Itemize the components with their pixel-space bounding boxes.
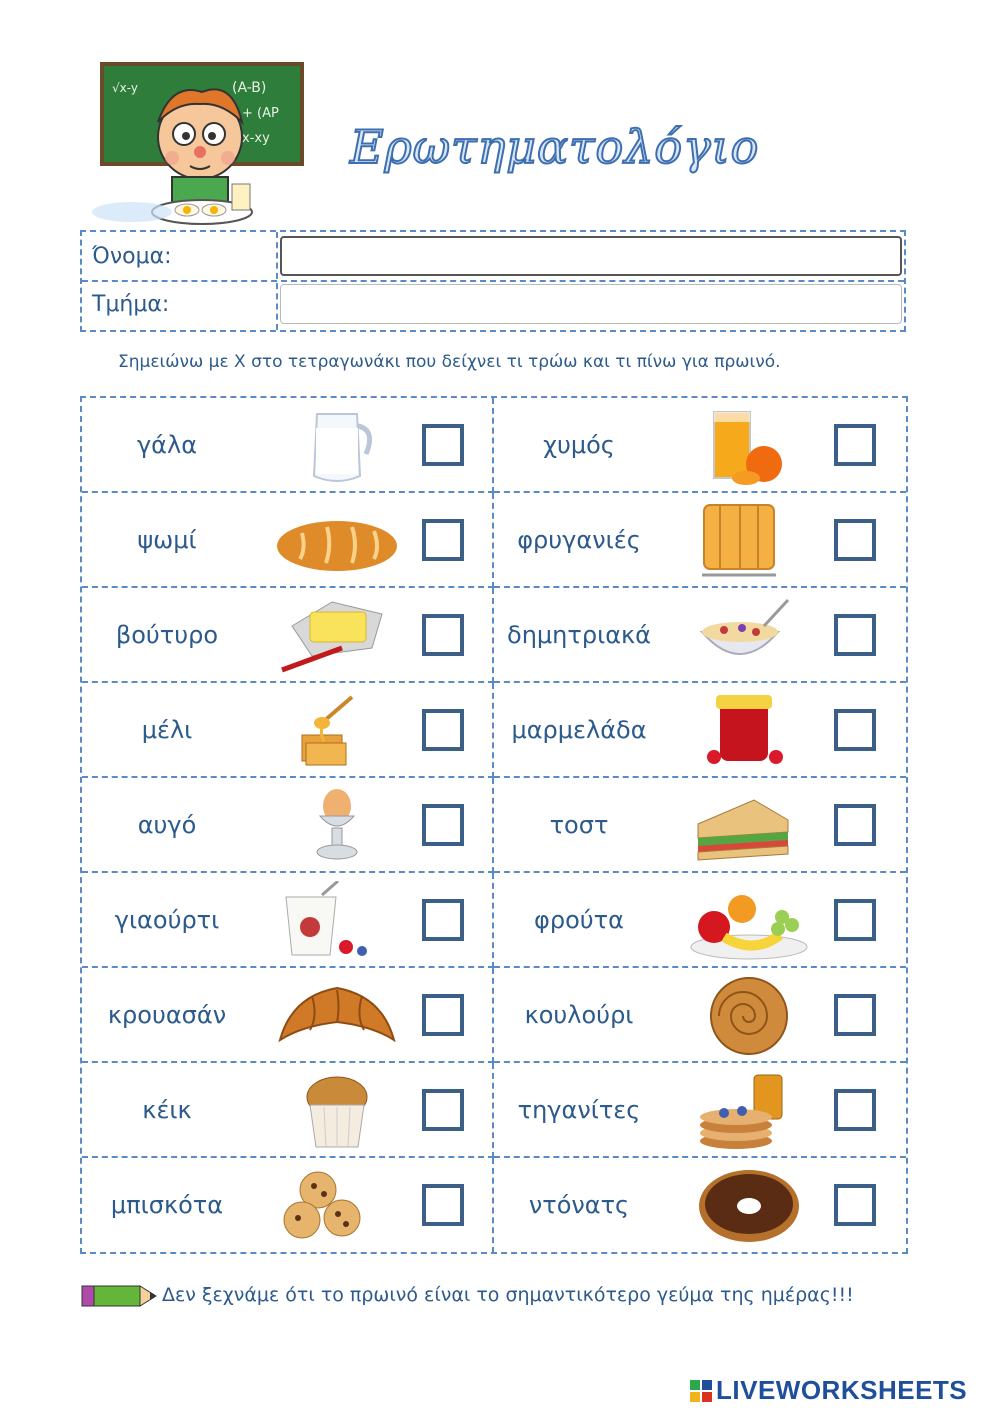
checkbox-milk[interactable] bbox=[422, 424, 464, 466]
svg-text:√x-y: √x-y bbox=[112, 81, 138, 95]
item-label: βούτυρο bbox=[115, 621, 219, 649]
checkbox-toast[interactable] bbox=[834, 804, 876, 846]
instruction-text: Σημειώνω με Χ στο τετραγωνάκι που δείχνει τι τρώω και τι πίνω για πρωινό. bbox=[118, 352, 781, 372]
list-item bbox=[494, 778, 906, 873]
checkbox-cereal[interactable] bbox=[834, 614, 876, 656]
croissant-icon bbox=[272, 976, 402, 1056]
brand-name: LIVEWORKSHEETS bbox=[716, 1375, 968, 1405]
muffin-icon bbox=[272, 1071, 402, 1151]
honey-dipper-icon bbox=[272, 691, 402, 771]
item-label: ψωμί bbox=[137, 526, 197, 554]
svg-text:x-xy: x-xy bbox=[242, 131, 270, 146]
footer-note: Δεν ξεχνάμε ότι το πρωινό είναι το σημαντικότερο γεύμα της ημέρας!!! bbox=[162, 1284, 854, 1306]
checkbox-biscuits[interactable] bbox=[422, 1184, 464, 1226]
item-label: μπισκότα bbox=[110, 1191, 224, 1219]
cereal-bowl-icon bbox=[684, 596, 814, 676]
checkbox-honey[interactable] bbox=[422, 709, 464, 751]
item-label: φρούτα bbox=[534, 906, 624, 934]
list-item bbox=[82, 1063, 494, 1158]
name-label: Όνομα: bbox=[92, 244, 172, 269]
item-label: κουλούρι bbox=[524, 1001, 634, 1029]
checkbox-pancakes[interactable] bbox=[834, 1089, 876, 1131]
checkbox-rusks[interactable] bbox=[834, 519, 876, 561]
milk-jug-icon bbox=[272, 406, 402, 486]
checkbox-croissant[interactable] bbox=[422, 994, 464, 1036]
list-item bbox=[494, 493, 906, 588]
list-item bbox=[82, 778, 494, 873]
list-item bbox=[494, 1158, 906, 1253]
boiled-egg-icon bbox=[272, 786, 402, 866]
list-item bbox=[494, 968, 906, 1063]
jam-jar-icon bbox=[684, 691, 814, 771]
item-label: κέικ bbox=[142, 1096, 192, 1124]
item-label: φρυγανιές bbox=[517, 526, 641, 554]
item-label: κρουασάν bbox=[107, 1001, 227, 1029]
pancakes-icon bbox=[684, 1071, 814, 1151]
list-item bbox=[494, 588, 906, 683]
item-label: δημητριακά bbox=[507, 621, 651, 649]
list-item bbox=[494, 873, 906, 968]
pencil-icon bbox=[80, 1282, 160, 1310]
checkbox-yogurt[interactable] bbox=[422, 899, 464, 941]
item-label: μαρμελάδα bbox=[511, 716, 647, 744]
item-label: τηγανίτες bbox=[517, 1096, 641, 1124]
checkbox-butter[interactable] bbox=[422, 614, 464, 656]
checkbox-bagel[interactable] bbox=[834, 994, 876, 1036]
checkbox-donuts[interactable] bbox=[834, 1184, 876, 1226]
list-item bbox=[82, 873, 494, 968]
boy-breakfast-illustration bbox=[92, 62, 310, 228]
list-item bbox=[82, 493, 494, 588]
orange-juice-icon bbox=[684, 406, 814, 486]
item-label: μέλι bbox=[141, 716, 193, 744]
class-label: Τμήμα: bbox=[92, 292, 170, 317]
student-info-box bbox=[80, 230, 906, 332]
checkbox-cake[interactable] bbox=[422, 1089, 464, 1131]
item-label: γιαούρτι bbox=[114, 906, 220, 934]
yogurt-icon bbox=[272, 881, 402, 961]
item-label: γάλα bbox=[136, 431, 198, 459]
bread-loaf-icon bbox=[272, 501, 402, 581]
checkbox-fruits[interactable] bbox=[834, 899, 876, 941]
list-item bbox=[494, 1063, 906, 1158]
cinnamon-roll-icon bbox=[684, 976, 814, 1056]
list-item bbox=[82, 1158, 494, 1253]
svg-text:(A-B): (A-B) bbox=[232, 80, 267, 96]
checkbox-egg[interactable] bbox=[422, 804, 464, 846]
item-label: χυμός bbox=[543, 431, 615, 459]
page-title: Ερωτηματολόγιο bbox=[350, 120, 760, 174]
sandwich-icon bbox=[684, 786, 814, 866]
name-field[interactable] bbox=[280, 236, 902, 276]
breakfast-checklist bbox=[80, 396, 908, 1254]
item-label: αυγό bbox=[137, 811, 197, 839]
list-item bbox=[82, 588, 494, 683]
checkbox-jam[interactable] bbox=[834, 709, 876, 751]
list-item bbox=[82, 968, 494, 1063]
donut-icon bbox=[684, 1166, 814, 1246]
brand-logo bbox=[690, 1375, 967, 1406]
liveworksheets-logo-icon bbox=[690, 1380, 712, 1402]
fruit-plate-icon bbox=[684, 881, 814, 961]
svg-text:+ (AP: + (AP bbox=[242, 106, 279, 121]
list-item bbox=[82, 683, 494, 778]
divider bbox=[82, 280, 904, 282]
toast-rack-icon bbox=[684, 501, 814, 581]
class-field[interactable] bbox=[280, 284, 902, 324]
list-item bbox=[494, 398, 906, 493]
checkbox-juice[interactable] bbox=[834, 424, 876, 466]
divider bbox=[276, 232, 278, 330]
butter-icon bbox=[272, 596, 402, 676]
item-label: ντόνατς bbox=[528, 1191, 630, 1219]
item-label: τοστ bbox=[549, 811, 609, 839]
cookies-icon bbox=[272, 1166, 402, 1246]
list-item bbox=[494, 683, 906, 778]
checkbox-bread[interactable] bbox=[422, 519, 464, 561]
list-item bbox=[82, 398, 494, 493]
